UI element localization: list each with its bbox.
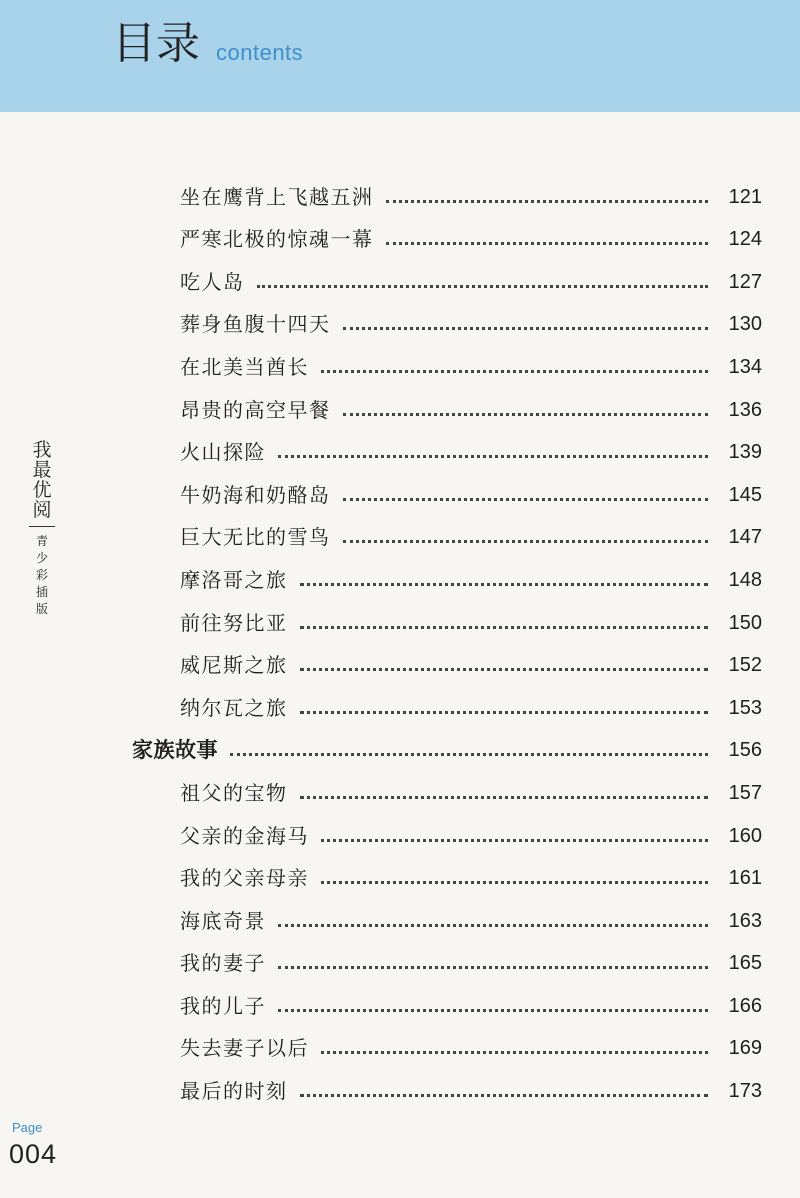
toc-entry-page: 121 <box>728 185 762 208</box>
toc-entry-title: 我的儿子 <box>180 993 266 1018</box>
toc-entry[interactable] <box>132 424 762 467</box>
edition-char: 彩 <box>35 568 48 582</box>
series-char: 优 <box>32 479 52 501</box>
toc-entry-title: 失去妻子以后 <box>180 1036 309 1061</box>
toc-entry-page: 145 <box>728 483 762 506</box>
toc-entry-title: 我的妻子 <box>180 951 266 976</box>
page-title: 目录 <box>112 18 200 69</box>
leader-dots <box>278 924 708 927</box>
series-char: 阅 <box>32 499 52 521</box>
toc-entry-title: 父亲的金海马 <box>180 823 309 848</box>
leader-dots <box>321 1051 708 1054</box>
toc-entry[interactable] <box>132 764 762 807</box>
toc-entry-page: 147 <box>728 526 762 549</box>
toc-entry[interactable] <box>132 551 762 594</box>
leader-dots <box>386 242 709 245</box>
toc-entry-title: 我的父亲母亲 <box>180 866 309 891</box>
toc-entry[interactable] <box>132 211 762 254</box>
edition-char: 插 <box>35 585 48 599</box>
toc-entry-page: 161 <box>728 867 762 890</box>
toc-entry[interactable] <box>132 253 762 296</box>
toc-entry-title: 火山探险 <box>180 440 266 465</box>
leader-dots <box>343 540 709 543</box>
page-subtitle: contents <box>216 40 304 65</box>
toc-entry-page: 169 <box>728 1037 762 1060</box>
leader-dots <box>300 626 709 629</box>
leader-dots <box>300 668 709 671</box>
series-char: 我 <box>32 439 52 461</box>
toc-entry-title: 严寒北极的惊魂一幕 <box>180 227 374 252</box>
leader-dots <box>300 583 709 586</box>
toc-entry[interactable] <box>132 381 762 424</box>
leader-dots <box>278 455 708 458</box>
toc-entry-page: 127 <box>728 270 762 293</box>
header-band <box>0 0 800 112</box>
toc-entry[interactable] <box>132 296 762 339</box>
toc-entry-title: 威尼斯之旅 <box>180 653 288 678</box>
toc-entry[interactable] <box>132 509 762 552</box>
leader-dots <box>230 753 708 756</box>
toc-entry-title: 祖父的宝物 <box>180 780 288 805</box>
toc-entry[interactable] <box>132 807 762 850</box>
toc-section-title: 家族故事 <box>132 738 218 763</box>
edition-char: 版 <box>35 602 48 616</box>
page-number: 004 <box>9 1139 58 1169</box>
leader-dots <box>300 1094 709 1097</box>
toc-entry-page: 124 <box>728 228 762 251</box>
toc-entry-title: 吃人岛 <box>180 269 245 294</box>
toc-section-heading[interactable] <box>132 722 762 765</box>
toc-entry-title: 巨大无比的雪鸟 <box>180 525 331 550</box>
leader-dots <box>343 498 709 501</box>
toc-entry-title: 牛奶海和奶酪岛 <box>180 482 331 507</box>
toc-entry-page: 166 <box>728 994 762 1017</box>
toc-entry-page: 134 <box>728 355 762 378</box>
toc-entry-page: 139 <box>728 441 762 464</box>
toc-entry[interactable] <box>132 1020 762 1063</box>
toc-entry-page: 173 <box>728 1080 762 1103</box>
leader-dots <box>300 711 709 714</box>
toc-entry-page: 153 <box>728 696 762 719</box>
toc-entry-page: 130 <box>728 313 762 336</box>
toc-entry-page: 150 <box>728 611 762 634</box>
leader-dots <box>343 327 709 330</box>
toc-list <box>132 168 762 1105</box>
edition-char: 少 <box>35 551 48 565</box>
toc-entry-title: 最后的时刻 <box>180 1079 288 1104</box>
leader-dots <box>278 1009 708 1012</box>
series-char: 最 <box>32 459 52 481</box>
toc-entry[interactable] <box>132 850 762 893</box>
leader-dots <box>321 839 708 842</box>
toc-entry[interactable] <box>132 977 762 1020</box>
divider <box>29 526 55 527</box>
series-label <box>28 440 56 618</box>
toc-entry-page: 160 <box>728 824 762 847</box>
toc-entry[interactable] <box>132 637 762 680</box>
toc-entry[interactable] <box>132 892 762 935</box>
toc-entry-page: 156 <box>728 739 762 762</box>
toc-entry-title: 摩洛哥之旅 <box>180 567 288 592</box>
edition-char: 青 <box>35 534 48 548</box>
toc-entry[interactable] <box>132 466 762 509</box>
leader-dots <box>300 796 709 799</box>
toc-entry[interactable] <box>132 168 762 211</box>
toc-entry-title: 昂贵的高空早餐 <box>180 397 331 422</box>
toc-entry-title: 前往努比亚 <box>180 610 288 635</box>
toc-entry-title: 纳尔瓦之旅 <box>180 695 288 720</box>
toc-entry-page: 148 <box>728 568 762 591</box>
toc-entry[interactable] <box>132 338 762 381</box>
leader-dots <box>386 200 709 203</box>
toc-entry-page: 136 <box>728 398 762 421</box>
toc-entry-page: 163 <box>728 909 762 932</box>
toc-entry[interactable] <box>132 935 762 978</box>
leader-dots <box>343 413 709 416</box>
leader-dots <box>321 370 708 373</box>
toc-entry[interactable] <box>132 594 762 637</box>
toc-entry-title: 葬身鱼腹十四天 <box>180 312 331 337</box>
toc-entry-title: 海底奇景 <box>180 908 266 933</box>
leader-dots <box>278 966 708 969</box>
toc-entry-page: 157 <box>728 781 762 804</box>
toc-entry-title: 坐在鹰背上飞越五洲 <box>180 184 374 209</box>
toc-entry-page: 152 <box>728 654 762 677</box>
page-label: Page <box>12 1120 43 1135</box>
leader-dots <box>257 285 709 288</box>
leader-dots <box>321 881 708 884</box>
toc-entry-page: 165 <box>728 952 762 975</box>
toc-entry[interactable] <box>132 1062 762 1105</box>
toc-entry-title: 在北美当酋长 <box>180 354 309 379</box>
toc-entry[interactable] <box>132 679 762 722</box>
